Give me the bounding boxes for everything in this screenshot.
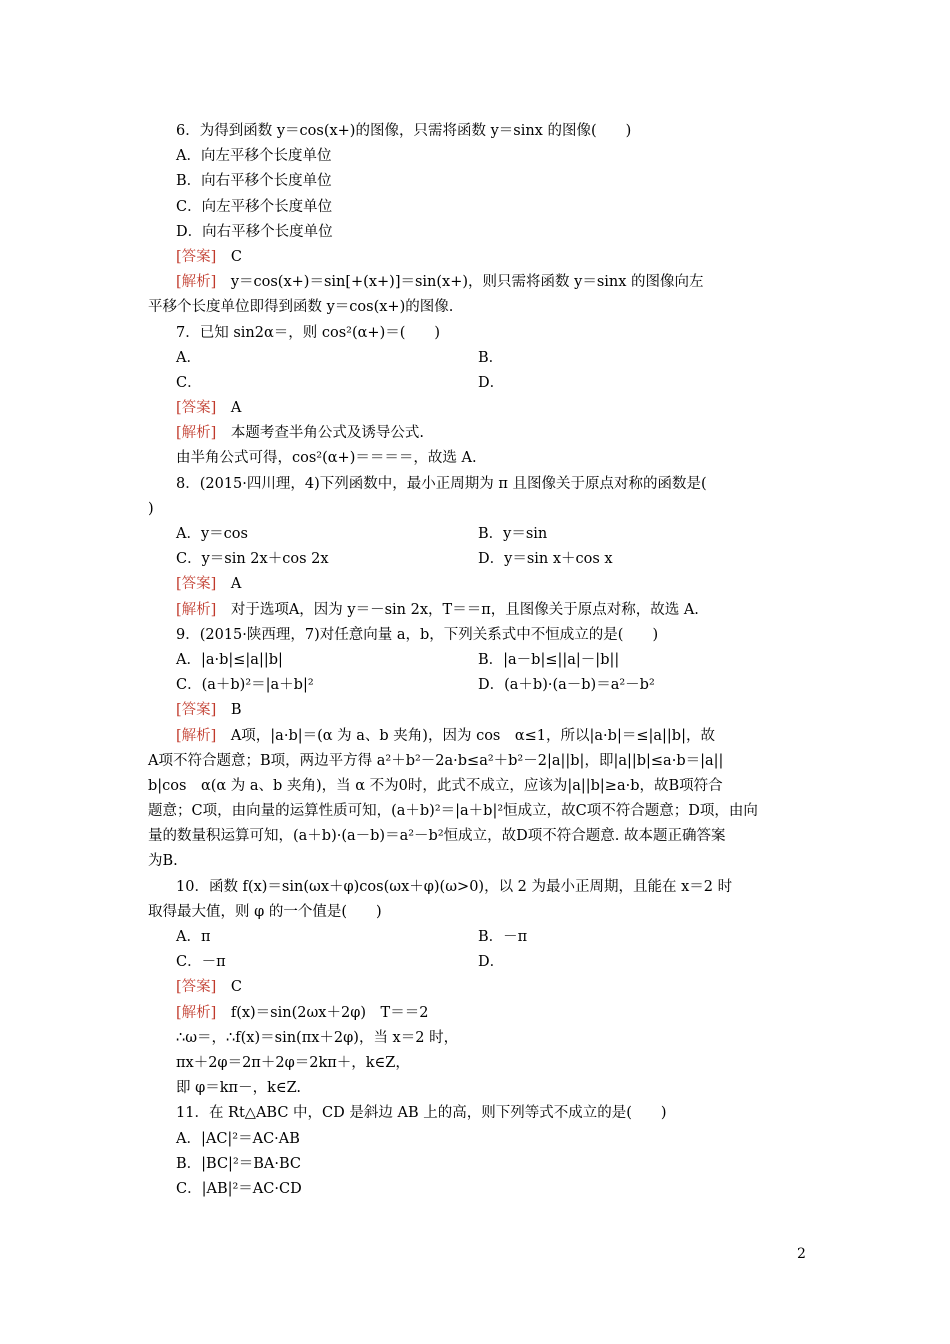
continuation-line: ) — [148, 500, 154, 517]
option-left: C． — [176, 374, 202, 391]
answer-line — [148, 270, 816, 295]
page-number: 2 — [797, 1246, 806, 1262]
answer-text: y＝cos(x+)＝sin[+(x+)]＝sin(x+)，则只需将函数 y＝sinx 的图像向左 — [216, 274, 704, 291]
answer-text: A项，|a·b|＝(α 为 a、b 夹角)，因为 cos α≤1，所以|a·b|＝≤|a||b|，故 — [216, 727, 715, 744]
answer-tag: [答案] — [176, 576, 217, 593]
option-left: A．y＝cos — [176, 526, 248, 542]
option-pair-line — [148, 673, 816, 698]
option-pair-line — [148, 547, 816, 572]
option-line: B．向右平移个长度单位 — [176, 173, 332, 190]
answer-tag: [解析] — [176, 425, 217, 442]
option-pair-line — [148, 371, 816, 396]
answer-line — [148, 1001, 816, 1026]
option-right: D．y＝sin x＋cos x — [478, 551, 613, 568]
answer-tag: [解析] — [176, 727, 217, 744]
option-line: C．|AB|²＝AC·CD — [176, 1180, 302, 1197]
question-line: 10．函数 f(x)＝sin(ωx＋φ)cos(ωx＋φ)(ω>0)，以 2 为最小正周期，且能在 x＝2 时 — [176, 878, 733, 895]
answer-line — [148, 975, 816, 1000]
answer-text: 对于选项A，因为 y＝－sin 2x，T＝＝π，且图像关于原点对称，故选 A. — [216, 601, 699, 618]
answer-text: A — [216, 576, 242, 593]
continuation-line: 取得最大值，则 φ 的一个值是( ) — [148, 903, 382, 920]
option-pair-line — [148, 950, 816, 975]
question-line: 6．为得到函数 y＝cos(x+)的图像，只需将函数 y＝sinx 的图像( ) — [176, 123, 632, 139]
option-left: A． — [176, 349, 201, 366]
option-right: B．－π — [478, 929, 528, 945]
option-line: 由半角公式可得，cos²(α+)＝＝＝＝，故选 A. — [176, 450, 477, 467]
question-line: 7．已知 sin2α＝，则 cos²(α+)＝( ) — [176, 324, 441, 341]
page-content — [148, 119, 816, 1202]
answer-text: 本题考查半角公式及诱导公式. — [216, 425, 424, 442]
answer-text: f(x)＝sin(2ωx＋2φ) T＝＝2 — [216, 1004, 429, 1021]
answer-line — [148, 698, 816, 723]
answer-line — [148, 245, 816, 270]
option-left: A．π — [176, 929, 211, 945]
continuation-line: 量的数量积运算可知，(a＋b)·(a－b)＝a²－b²恒成立，故D项不符合题意. 故本题正确答案 — [148, 828, 726, 845]
answer-tag: [答案] — [176, 400, 217, 417]
answer-tag: [答案] — [176, 248, 217, 265]
continuation-line: A项不符合题意；B项，两边平方得 a²＋b²－2a·b≤a²＋b²－2|a||b|，即|a||b|≤a·b＝|a|| — [148, 752, 724, 769]
question-line: 8．(2015·四川理，4)下列函数中，最小正周期为 π 且图像关于原点对称的函数是( — [176, 475, 707, 492]
option-left: C．y＝sin 2x＋cos 2x — [176, 551, 329, 568]
option-right: D． — [478, 954, 505, 971]
option-line: D．向右平移个长度单位 — [176, 223, 333, 240]
option-left: C．(a＋b)²＝|a＋b|² — [176, 677, 314, 694]
option-right: B．y＝sin — [478, 526, 548, 542]
answer-tag: [解析] — [176, 274, 217, 291]
option-pair-line — [148, 648, 816, 673]
option-left: C．－π — [176, 954, 226, 971]
answer-text: C — [216, 979, 242, 996]
option-left: A．|a·b|≤|a||b| — [176, 651, 283, 668]
option-line: ∴ω＝，∴f(x)＝sin(πx＋2φ)，当 x＝2 时， — [176, 1029, 459, 1046]
option-pair-line — [148, 925, 816, 950]
option-pair-line — [148, 522, 816, 547]
answer-line — [148, 421, 816, 446]
continuation-line: b|cos α(α 为 a、b 夹角)，当 α 不为0时，此式不成立，应该为|a||b|≥a·b，故B项符合 — [148, 777, 723, 794]
continuation-line: 平移个长度单位即得到函数 y＝cos(x+)的图像. — [148, 299, 454, 316]
option-pair-line — [148, 346, 816, 371]
answer-text: B — [216, 702, 242, 719]
answer-line — [148, 598, 816, 623]
question-line: 11．在 Rt△ABC 中，CD 是斜边 AB 上的高，则下列等式不成立的是( ) — [176, 1105, 667, 1122]
option-line: 即 φ＝kπ－，k∈Z. — [176, 1080, 302, 1097]
option-right: B． — [478, 349, 504, 366]
continuation-line: 为B. — [148, 853, 178, 870]
answer-tag: [答案] — [176, 979, 217, 996]
answer-text: C — [216, 248, 242, 265]
answer-line — [148, 396, 816, 421]
option-line: B．|BC|²＝BA·BC — [176, 1155, 302, 1172]
option-line: A．向左平移个长度单位 — [176, 148, 332, 165]
option-right: B．|a－b|≤||a|－|b|| — [478, 651, 620, 668]
question-line: 9．(2015·陕西理，7)对任意向量 a，b，下列关系式中不恒成立的是( ) — [176, 626, 659, 643]
answer-tag: [答案] — [176, 702, 217, 719]
option-right: D．(a＋b)·(a－b)＝a²－b² — [478, 677, 655, 694]
answer-line — [148, 724, 816, 749]
option-right: D． — [478, 374, 505, 391]
option-line: C．向左平移个长度单位 — [176, 198, 333, 215]
continuation-line: 题意；C项，由向量的运算性质可知，(a＋b)²＝|a＋b|²恒成立，故C项不符合题意；D项，由向 — [148, 803, 758, 820]
answer-line — [148, 572, 816, 597]
option-line: πx＋2φ＝2π＋2φ＝2kπ＋，k∈Z， — [176, 1054, 410, 1071]
answer-tag: [解析] — [176, 601, 217, 618]
answer-tag: [解析] — [176, 1004, 217, 1021]
answer-text: A — [216, 400, 242, 417]
option-line: A．|AC|²＝AC·AB — [176, 1130, 300, 1147]
